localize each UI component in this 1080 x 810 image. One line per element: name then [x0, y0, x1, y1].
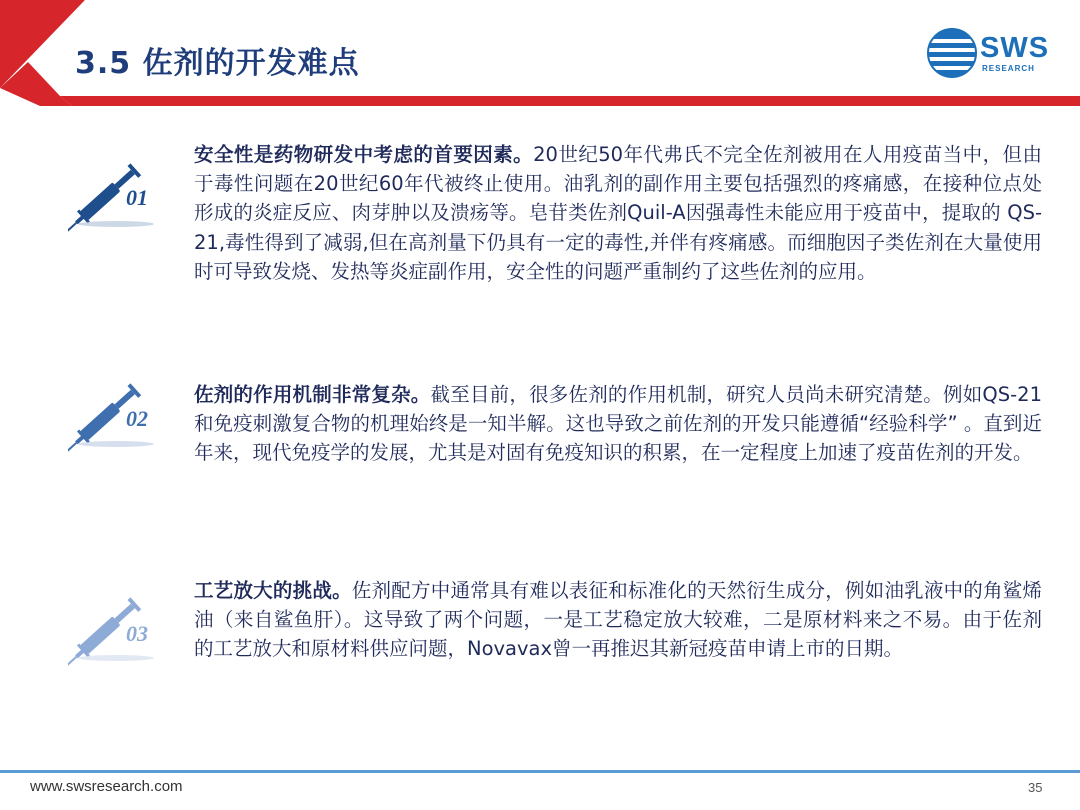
item-text	[194, 140, 1042, 286]
syringe-icon	[68, 596, 178, 666]
item-body: 截至目前，很多佐剂的作用机制，研究人员尚未研究清楚。例如QS-21和免疫刺激复合物的机理始终是一知半解。这也导致之前佐剂的开发只能遵循“经验科学” 。直到近年来，现代免疫学的发展，尤其是对固有免疫知识的积累，在一定程度上加速了疫苗佐剂的开发。	[194, 383, 1042, 465]
item-body: 佐剂配方中通常具有难以表征和标准化的天然衍生成分，例如油乳液中的角鲨烯油（来自鲨鱼肝）。这导致了两个问题，一是工艺稳定放大较难，二是原材料来之不易。由于佐剂的工艺放大和原材料供应问题，Novavax曾一再推迟其新冠疫苗申请上市的日期。	[194, 579, 1042, 661]
page-number: 35	[1028, 780, 1043, 795]
sws-logo	[926, 26, 1061, 80]
item-text	[194, 576, 1042, 664]
page-title: 3.5 佐剂的开发难点	[75, 46, 360, 81]
footer-divider	[0, 770, 1080, 773]
logo-text: SWS	[980, 32, 1050, 64]
logo-subtext: RESEARCH	[982, 64, 1035, 73]
item-number: 01	[126, 185, 148, 210]
item-text	[194, 380, 1042, 468]
item-number: 02	[126, 406, 148, 431]
syringe-icon	[68, 162, 178, 232]
logo-globe-icon	[926, 26, 978, 80]
item-number: 03	[126, 621, 148, 646]
item-lead: 工艺放大的挑战。	[194, 579, 352, 602]
item-lead: 安全性是药物研发中考虑的首要因素。	[194, 143, 534, 166]
item-lead: 佐剂的作用机制非常复杂。	[194, 383, 431, 406]
syringe-icon	[68, 382, 178, 452]
footer-url[interactable]: www.swsresearch.com	[30, 778, 183, 795]
item-body: 20世纪50年代弗氏不完全佐剂被用在人用疫苗当中，但由于毒性问题在20世纪60年代被终止使用。油乳剂的副作用主要包括强烈的疼痛感，在接种位点处形成的炎症反应、肉芽肿以及溃疡等。皂苷类佐剂Quil-A因强毒性未能应用于疫苗中，提取的 QS-21,毒性得到了减弱,但在高剂量下仍具有一定的毒性,并伴有疼痛感。而细胞因子类佐剂在大量使用时可导致发烧、发热等炎症副作用，安全性的问题严重制约了这些佐剂的应用。	[194, 143, 1042, 283]
